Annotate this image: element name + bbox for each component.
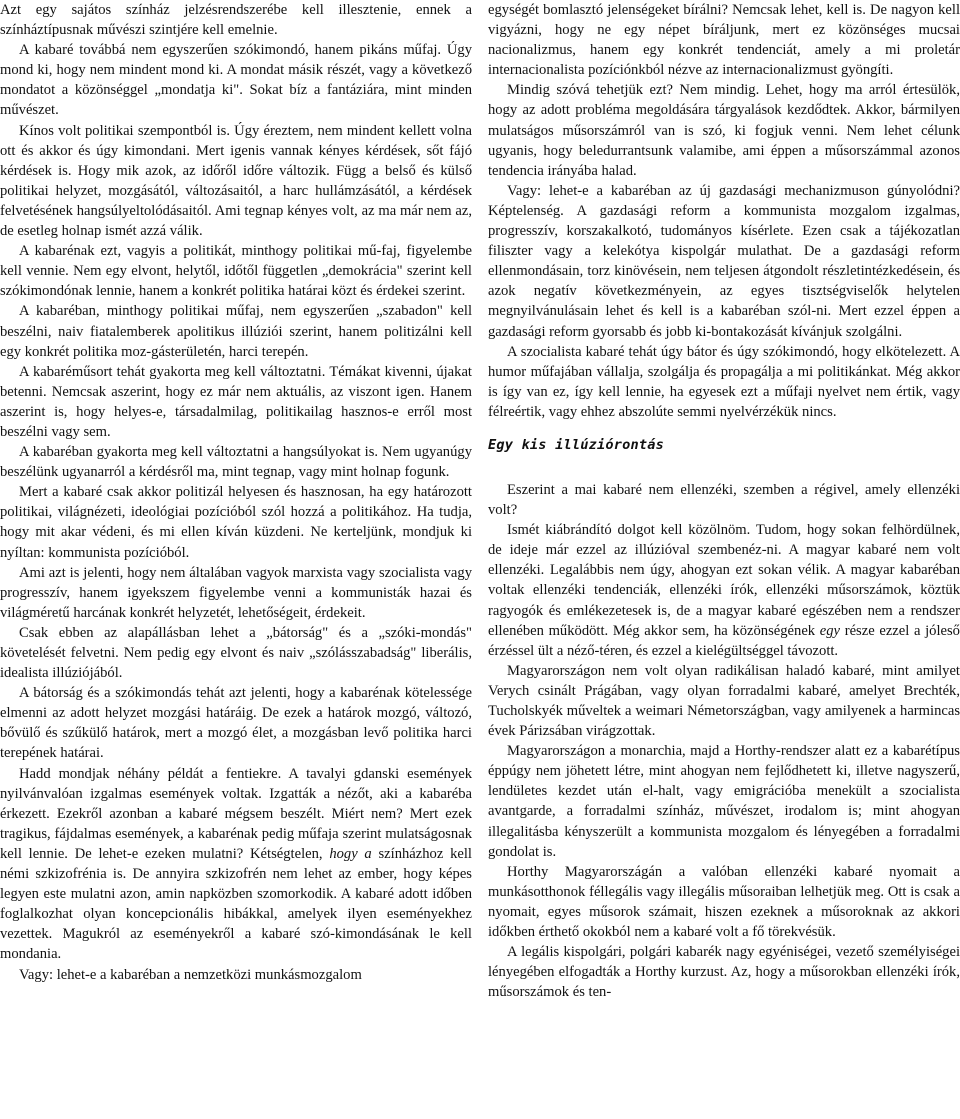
paragraph: Mindig szóvá tehetjük ezt? Nem mindig. Lehet, hogy ma arról értesülök, hogy az adott probléma megoldására tárgyalások kezdődtek. Akkor, bármilyen mulatságos műsorszámról van is szó, ki fogjuk venni. Nem lehet célunk ugyanis, hogy beledurrantsunk valamibe, ami éppen a műsorszámmal azonos tendencia irányába halad.	[488, 82, 960, 179]
paragraph: Horthy Magyarországán a valóban ellenzéki kabaré nyomait a munkásotthonok féllegális vagy illegális műsoraiban lelhetjük meg. Ott is csak a nyomait, egyes műsorok számait, hiszen ezeknek a műsoroknak az akkori időkben érthető okokból nem a kabaré volt a fő törekvésük.	[488, 863, 960, 941]
paragraph: A bátorság és a szókimondás tehát azt jelenti, hogy a kabarénak kötelessége elmenni az adott helyzet mozgási határáig. De ezek a határok mozgó, változó, bővülő és szűkülő határok, mert a mozgó élet, a mozgásban levő politika harci terepének határai.	[0, 685, 472, 762]
paragraph: Ami azt is jelenti, hogy nem általában vagyok marxista vagy szocialista vagy progresszív, hanem igyekszem figyelembe venni a kommunisták hazai és világméretű harcának konkrét helyzetét, lehetőségeit, érdekeit.	[0, 564, 472, 621]
paragraph-text: része ezzel a jóleső érzéssel ült a néző-téren, és ezzel a kielégültséggel távozott.	[488, 622, 960, 659]
paragraph-text: Hadd mondjak néhány példát a fentiekre. A tavalyi gdanski események nyilvánvalóan izgalmas események voltak. Izgatták a nézőt, aki a kabaréba érkezett. Ezekről azonban a kabaré mégsem beszélt. Miért nem? Mert ezek tragikus, fájdalmas események, a kabarénak pedig műfaja szerint mulatságosnak kell lennie. De lehet-e ezeken mulatni? Kétségtelen,	[0, 765, 472, 862]
paragraph-text: színházhoz kell némi szkizofrénia is. De annyira szkizofrén nem lehet az ember, hogy képes legyen este mulatni azon, amin napközben szomorkodik. A kabaré adott időben foglalkozhat olyan koncepcionális hibákkal, amelyek ilyen eseményekhez vezettek. Magukról az eseményekről a kabaré szó-kimondásának le kell mondania.	[0, 845, 472, 963]
paragraph: A kabarénak ezt, vagyis a politikát, minthogy politikai mű-faj, figyelembe kell vennie. Nem egy elvont, helytől, időtől független „demokrácia" szerint kell szókimondónak lennie, hanem a konkrét politika határai közt és érdekei szerint.	[0, 243, 472, 300]
paragraph: A kabaré továbbá nem egyszerűen szókimondó, hanem pikáns műfaj. Úgy mond ki, hogy nem mindent mond ki. A mondat másik részét, vagy a következő mondatot a közönséggel „mondatja ki". Sokat bíz a fantáziára, mint minden művészet.	[0, 42, 472, 119]
paragraph: Azt egy sajátos színház jelzésrendszerébe kell illesztenie, ennek a színháztípusnak művészi szintjére kell emelnie.	[0, 2, 472, 39]
paragraph: Vagy: lehet-e a kabaréban a nemzetközi munkásmozgalom	[19, 966, 362, 983]
paragraph: Eszerint a mai kabaré nem ellenzéki, szemben a régivel, amely ellenzéki volt?	[488, 481, 960, 519]
paragraph: egységét bomlasztó jelenségeket bírálni? Nemcsak lehet, kell is. De nagyon kell vigyázni, hogy ne egy népet bíráljunk, mert ez közönséges mucsai nacionalizmus, hanem egy konkrét tendenciát, amely a mi proletár internacionalista pozíciónkból nézve az internacionalizmust gyöngíti.	[488, 2, 960, 79]
italic-phrase: hogy a	[329, 845, 372, 862]
paragraph: Mert a kabaré csak akkor politizál helyesen és hasznosan, ha egy határozott politikai, világnézeti, ideológiai pozícióból szól hozzá a politikához. Ha tudja, hogy mit akar védeni, és mi ellen kíván küzdeni. Ne kerteljünk, mondjuk ki nyíltan: kommunista pozícióból.	[0, 484, 472, 561]
paragraph: A szocialista kabaré tehát úgy bátor és úgy szókimondó, hogy elkötelezett. A humor műfajában vállalja, szolgálja és propagálja a mi politikánkat. Még akkor is így van ez, így kell lennie, ha egyesek ezt a műfaji nyelvet nem értik, vagy félreértik, vagy ehhez abszolúte semmi nyelvérzékük nincs.	[488, 343, 960, 420]
paragraph: A kabaréműsort tehát gyakorta meg kell változtatni. Témákat kivenni, újakat betenni. Nemcsak aszerint, hogy ez már nem aktuális, az viszont igen. Hanem aszerint is, hogy helyes-e, társadalmilag, politikailag hasznos-e erről most beszélni vagy sem.	[0, 363, 472, 440]
paragraph: A legális kispolgári, polgári kabarék nagy egyéniségei, vezető személyiségei lényegében elfogadták a Horthy kurzust. Az, hogy a műsorokban ellenzéki írók, műsorszámok és ten-	[488, 944, 960, 1001]
paragraph	[0, 764, 472, 965]
paragraph: Csak ebben az alapállásban lehet a „bátorság" és a „szóki-mondás" követelését felvetni. Nem pedig egy elvont és naiv „szólásszabadság" liberális, idealista illúziójából.	[0, 624, 472, 682]
left-column	[0, 0, 472, 985]
paragraph: Magyarországon a monarchia, majd a Horthy-rendszer alatt ez a kabarétípus éppúgy nem jöhetett létre, mint ahogyan nem fejlődhetett ki, illetve nagyszerű, lendületes kezdet után el-halt, vagy emigrációba menekült a szocialista avantgarde, a forradalmi színház, művészet, irodalom is; mint ahogyan illegalitásba kényszerült a kommunista mozgalom és lényegében a forradalmi gondolat is.	[488, 743, 960, 860]
paragraph: A kabaréban gyakorta meg kell változtatni a hangsúlyokat is. Nem ugyanúgy beszélünk ugyanarról a kérdésről ma, mint tegnap, vagy mint holnap fogunk.	[0, 444, 472, 481]
paragraph	[488, 520, 960, 661]
italic-word: egy	[819, 622, 841, 639]
paragraph: Vagy: lehet-e a kabaréban az új gazdasági mechanizmuson gúnyolódni? Képtelenség. A gazdasági reform a kommunista mozgalom izgalmas, progresszív, korszakalkotó, tudományos kísérlete. Ezen csak a tájékozatlan filiszter vagy a kelekótya kispolgár mulathat. De a gazdasági reform ellenmondásain, torz kinövésein, nem teljesen átgondolt részletintézkedésein, és azok negatív következményein, az egyes tisztségviselők helytelen megnyilvánulásain lehet és kell is a kabaréban szól-ni. Mert ezzel éppen a gazdasági reform gyorsabb és jobb ki-bontakozását kívánjuk szolgálni.	[488, 182, 960, 340]
paragraph-text: Ismét kiábrándító dolgot kell közölnöm. Tudom, hogy sokan felhördülnek, de ideje már ezzel az illúzióval szembenéz-ni. A magyar kabaré nem volt ellenzéki. Legalábbis nem úgy, ahogyan ezt sokan vélik. A magyar kabaréban voltak ellenzéki tendenciák, ellenzéki írók, ellenzéki műsorszámok, köztük ragyogók és emlékezetesek is, de a magyar kabaré egészében nem a rendszer ellenében működött. Még akkor sem, ha közönségének	[488, 522, 960, 639]
paragraph: Magyarországon nem volt olyan radikálisan haladó kabaré, mint amilyet Verych csinált Prágában, vagy olyan forradalmi kabaré, amelyet Brechték, Tucholskyék műveltek a weimari Németországban, vagy amilyenek a harmincas évek Párizsában virágzottak.	[488, 662, 960, 740]
right-column	[488, 0, 960, 1002]
paragraph: A kabaréban, minthogy politikai műfaj, nem egyszerűen „szabadon" kell beszélni, naiv fiatalemberek apolitikus illúziói szerint, hanem politizálni kell egy konkrét politika moz-gásterületén, harci terepén.	[0, 303, 472, 360]
paragraph: Kínos volt politikai szempontból is. Úgy éreztem, nem mindent kellett volna ott és akkor és úgy kimondani. Mert igenis vannak kényes kérdések, sőt fájó kérdések is. Hogy mik azok, az időről időre változik. Függ a belső és külső politikai helyzet, mozgásától, változásaitól, a harc hullámzásától, a kérdések felvetésének hangsúlyeltolódásaitól. Ami tegnap kényes volt, az ma már nem az, de esetleg holnap ismét azzá válik.	[0, 122, 472, 240]
section-heading: Egy kis illúziórontás	[488, 436, 665, 453]
